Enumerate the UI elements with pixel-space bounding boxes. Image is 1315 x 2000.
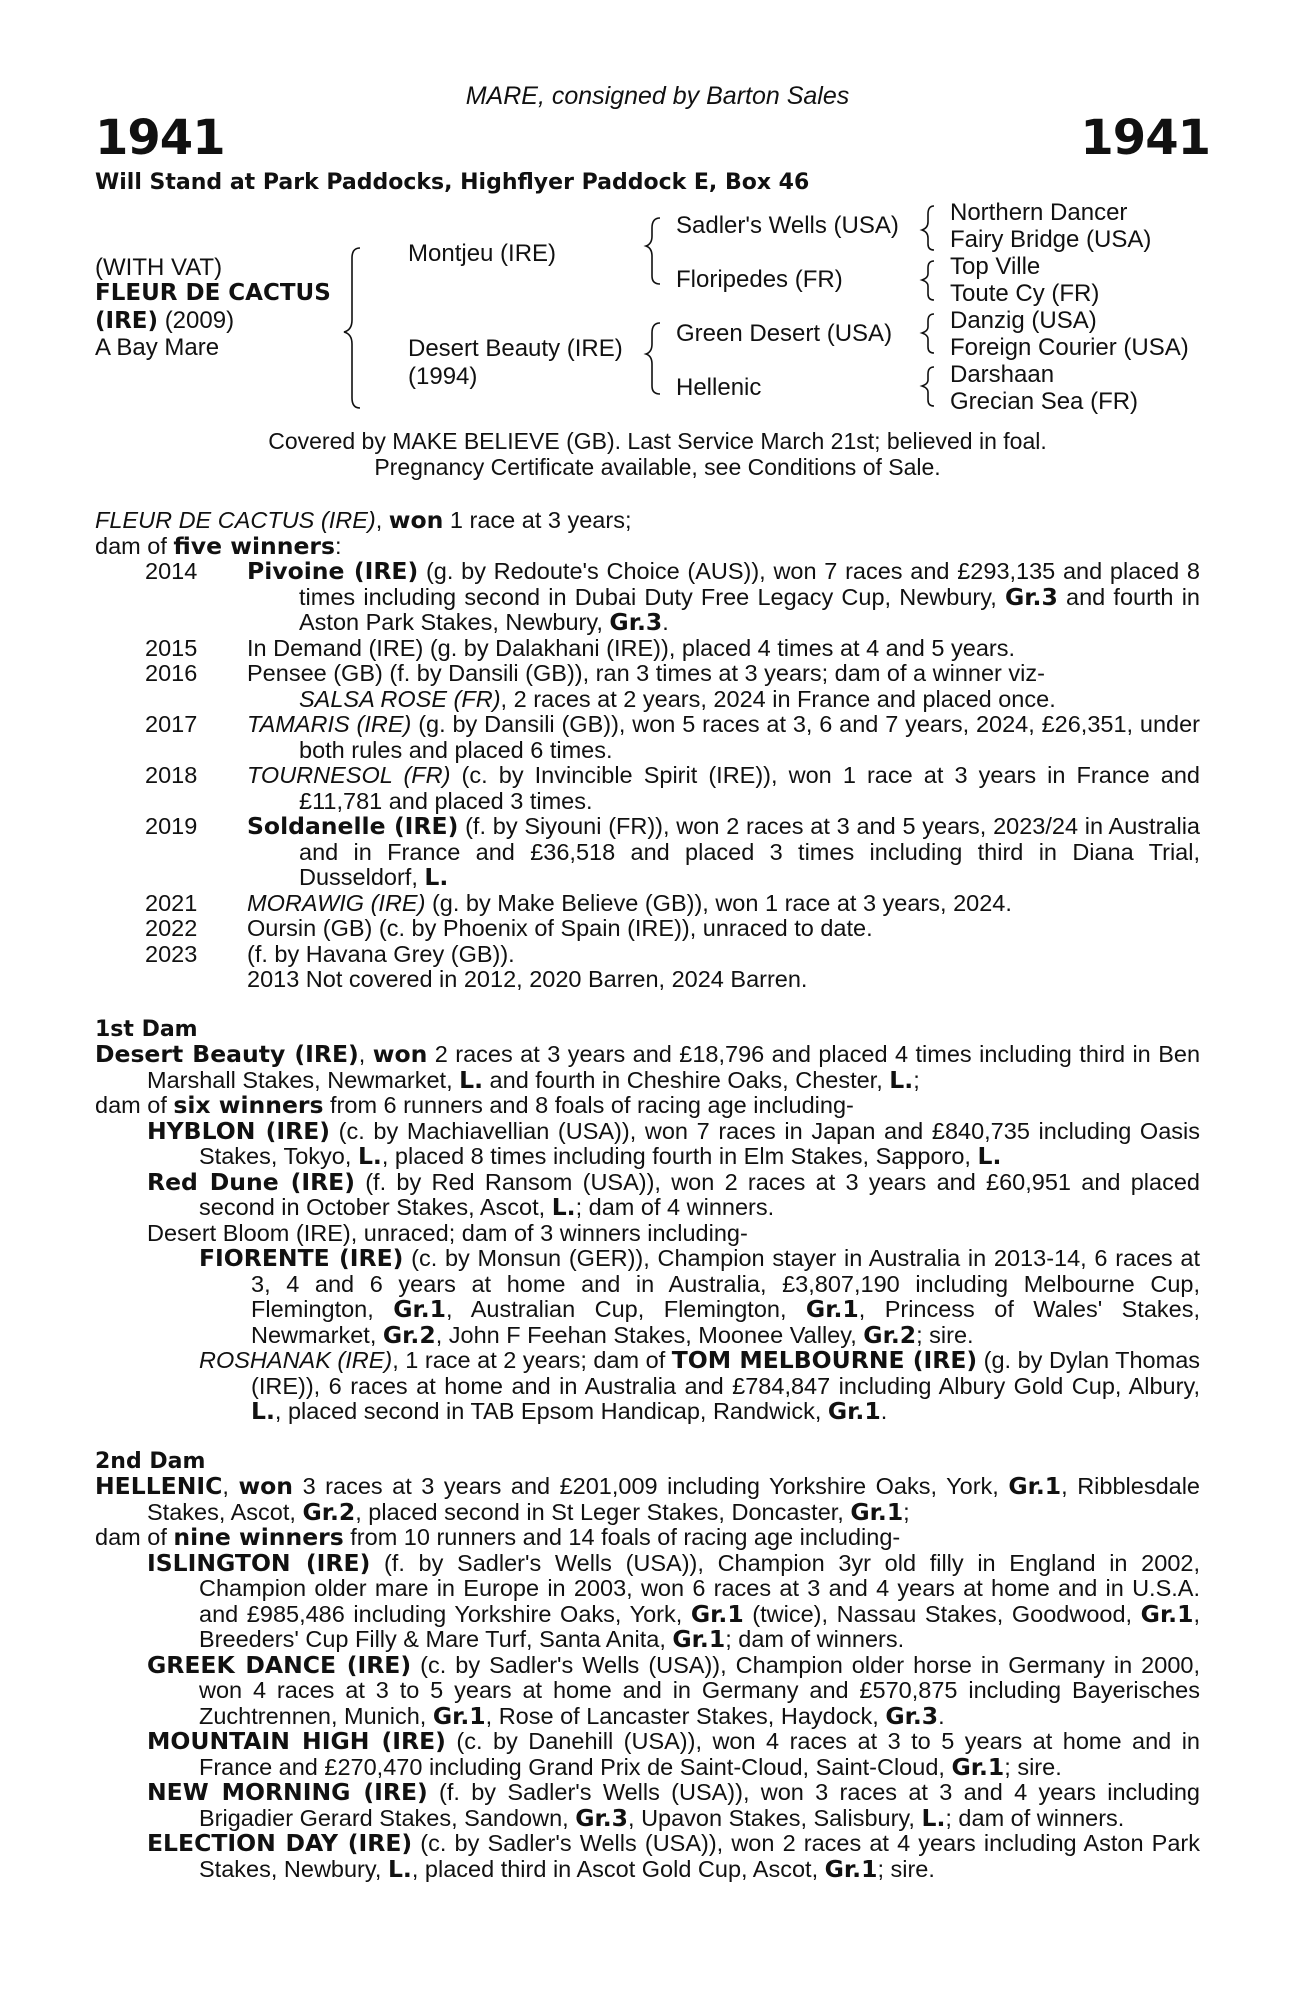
pedigree-sire-sire: Sadler's Wells (USA) <box>676 212 899 239</box>
record-text: ; dam of winners. <box>945 1804 1125 1831</box>
horse-description: A Bay Mare <box>95 334 220 361</box>
record-text: (f. by Red Ransom (USA)), won 2 races at 3 years and £60,951 and placed second in October Stakes, Ascot, <box>199 1168 1200 1220</box>
winners-count: nine winners <box>173 1523 344 1551</box>
progeny-entry <box>247 636 1200 662</box>
progeny-new-morning <box>95 1780 1200 1831</box>
second-dam-record: HELLENIC, won 3 races at 3 years and £201,009 including Yorkshire Oaks, York, Gr.1, Ribblesdale Stakes, Ascot, Gr.2, placed second in St Leger Stakes, Doncaster, Gr.1; <box>95 1472 1200 1526</box>
record-text: , Australian Cup, Flemington, <box>446 1296 806 1322</box>
progeny-year: 2016 <box>145 660 198 686</box>
progeny-row <box>95 636 1200 662</box>
progeny-name: ROSHANAK (IRE) <box>199 1347 393 1373</box>
record-text: ; sire. <box>877 1855 935 1882</box>
grade-label: L. <box>977 1142 1002 1170</box>
dam-of-label: dam of <box>95 1092 174 1118</box>
grade-label: L. <box>459 1065 484 1094</box>
progeny-entry <box>247 559 1200 636</box>
dam-of-label: dam of <box>95 1524 174 1550</box>
progeny-name: ISLINGTON (IRE) <box>147 1548 371 1577</box>
grade-label: Gr.3 <box>1004 582 1058 611</box>
record-text: , Upavon Stakes, Salisbury, <box>628 1804 922 1831</box>
second-dam-dam-of <box>95 1525 1200 1551</box>
progeny-text: Pensee (GB) (f. by Dansili (GB)), ran 3 times at 3 years; dam of a winner viz- <box>247 660 1045 686</box>
progeny-year: 2023 <box>145 940 198 967</box>
grade-label: Gr.1 <box>827 1397 881 1425</box>
record-text: , placed third in Ascot Gold Cup, Ascot, <box>411 1855 825 1882</box>
grade-label: Gr.1 <box>1008 1472 1062 1500</box>
progeny-year: 2015 <box>145 634 198 661</box>
progeny-text: (f. by Havana Grey (GB)). <box>247 940 515 967</box>
progeny-name: TAMARIS (IRE) <box>247 711 412 737</box>
record-text: (c. by Machiavellian (USA)), won 7 races in Japan and £840,735 including Oasis Stakes, Tokyo, <box>199 1117 1200 1169</box>
record-text: 2 races at 3 years and £18,796 and placed 4 times including third in Ben Marshall Stakes, Newmarket, <box>147 1041 1201 1093</box>
mare-record-text: 1 race at 3 years; <box>443 507 632 533</box>
record-text: 3 races at 3 years and £201,009 including Yorkshire Oaks, York, <box>293 1473 1009 1499</box>
grade-label: Gr.3 <box>885 1701 939 1730</box>
progeny-row <box>95 559 1200 636</box>
progeny-text: In Demand (IRE) (g. by Dalakhani (IRE)), placed 4 times at 4 and 5 years. <box>247 634 1015 661</box>
pedigree-gg-5: Danzig (USA) <box>950 307 1097 334</box>
dam-of-label: dam of <box>95 532 174 559</box>
record-text: , Princess of Wales' Stakes, Newmarket, <box>251 1296 1200 1348</box>
progeny-text: Oursin (GB) (c. by Phoenix of Spain (IRE)), unraced to date. <box>247 915 873 941</box>
grade-label: L. <box>889 1065 914 1094</box>
progeny-name: MOUNTAIN HIGH (IRE) <box>147 1727 446 1755</box>
mare-dam-of <box>95 531 1200 560</box>
record-text: ; sire. <box>1004 1753 1062 1780</box>
progeny-fiorente <box>95 1246 1200 1348</box>
progeny-row <box>95 661 1200 712</box>
first-dam-record: Desert Beauty (IRE), won 2 races at 3 years and £18,796 and placed 4 times including third in Ben Marshall Stakes, Newmarket, L. and fourth in Cheshire Oaks, Chester, L.; <box>95 1040 1201 1094</box>
progeny-name: ELECTION DAY (IRE) <box>147 1829 413 1857</box>
progeny-name: NEW MORNING (IRE) <box>147 1778 428 1806</box>
progeny-name: FIORENTE (IRE) <box>199 1244 404 1272</box>
progeny-entry <box>247 661 1200 712</box>
record-text: (g. by Dylan Thomas (IRE)), 6 races at home and in Australia and £784,847 including Albury Gold Cup, Albury, <box>251 1347 1201 1399</box>
record-text: (c. by Monsun (GER)), Champion stayer in Australia in 2013-14, 6 races at 3, 4 and 6 years at home and in Australia, £3,807,190 including Melbourne Cup, Flemington, <box>251 1245 1200 1322</box>
grade-label: Gr.3 <box>609 608 663 636</box>
lot-number-left: 1941 <box>95 110 225 166</box>
record-text: , placed second in TAB Epsom Handicap, Randwick, <box>274 1398 828 1424</box>
grade-label: Gr.1 <box>951 1752 1005 1781</box>
record-text: , Rose of Lancaster Stakes, Haydock, <box>485 1702 886 1729</box>
grade-label: L. <box>921 1803 946 1832</box>
pedigree-dam-year: (1994) <box>408 363 478 390</box>
progeny-text: (c. by Invincible Spirit (IRE)), won 1 race at 3 years in France and £11,781 and placed 3 times. <box>299 762 1200 814</box>
grade-label: Gr.3 <box>575 1803 629 1832</box>
second-dam-name: HELLENIC <box>95 1472 223 1500</box>
grade-label: Gr.1 <box>690 1599 744 1628</box>
progeny-name: TOURNESOL (FR) <box>247 762 451 788</box>
progeny-year: 2019 <box>145 813 198 839</box>
record-text: (f. by Sadler's Wells (USA)), won 3 races at 3 and 4 years including Brigadier Gerard Stakes, Sandown, <box>199 1779 1201 1831</box>
horse-country-year <box>95 307 234 335</box>
progeny-year: 2017 <box>145 711 198 737</box>
pedigree-sire-dam: Floripedes (FR) <box>676 266 843 293</box>
grade-label: L. <box>357 1142 382 1170</box>
grade-label: Gr.1 <box>805 1295 859 1323</box>
progeny-entry <box>247 891 1200 917</box>
pedigree-gg-2: Fairy Bridge (USA) <box>950 226 1152 253</box>
pedigree-sire: Montjeu (IRE) <box>408 240 557 267</box>
mare-name: FLEUR DE CACTUS (IRE) <box>95 507 376 533</box>
progeny-text: and fourth in Aston Park Stakes, Newbury, <box>299 583 1200 635</box>
record-text: , Ribblesdale Stakes, Ascot, <box>147 1473 1200 1525</box>
pedigree-gg-1: Northern Dancer <box>950 199 1128 226</box>
first-dam-name: Desert Beauty (IRE) <box>95 1040 359 1068</box>
record-text: (twice), Nassau Stakes, Goodwood, <box>743 1600 1141 1627</box>
grade-label: Gr.2 <box>863 1320 917 1349</box>
progeny-text: (g. by Redoute's Choice (AUS)), won 7 races and £293,135 and placed 8 times including second in Dubai Duty Free Legacy Cup, Newbury, <box>299 558 1200 610</box>
pedigree-gg-6: Foreign Courier (USA) <box>950 334 1189 361</box>
grade-label: Gr.1 <box>824 1854 878 1883</box>
record-text: from 6 runners and 8 foals of racing age including- <box>323 1092 854 1118</box>
progeny-name: MORAWIG (IRE) <box>247 889 426 916</box>
progeny-row <box>95 712 1200 763</box>
pedigree-dam: Desert Beauty (IRE) <box>408 335 623 362</box>
grade-label: Gr.1 <box>1140 1599 1194 1628</box>
progeny-year: 2014 <box>145 558 198 584</box>
grand-progeny-name: SALSA ROSE (FR) <box>299 685 501 712</box>
progeny-text: (g. by Dansili (GB)), won 5 races at 3, 6 and 7 years, 2024, £26,351, under both rules and placed 6 times. <box>299 711 1200 763</box>
pedigree-gg-7: Darshaan <box>950 361 1055 388</box>
record-text: and fourth in Cheshire Oaks, Chester, <box>483 1066 890 1093</box>
progeny-hyblon <box>95 1116 1200 1170</box>
grade-label: L. <box>424 863 449 891</box>
grade-label: Gr.2 <box>302 1497 356 1526</box>
progeny-row <box>95 942 1200 968</box>
record-text: , John F Feehan Stakes, Moonee Valley, <box>435 1321 864 1348</box>
progeny-text: (f. by Siyouni (FR)), won 2 races at 3 and 5 years, 2023/24 in Australia and in France and £36,518 and placed 3 times including third in Diana Trial, Dusseldorf, <box>299 813 1200 890</box>
mare-won: won <box>388 506 444 534</box>
progeny-text: (g. by Make Believe (GB)), won 1 race at 3 years, 2024. <box>425 889 1012 916</box>
progeny-row <box>95 763 1200 814</box>
record-text: ; dam of 4 winners. <box>575 1194 775 1220</box>
winners-count: five winners <box>173 531 335 560</box>
progeny-row <box>95 814 1200 891</box>
progeny-desert-bloom: Desert Bloom (IRE), unraced; dam of 3 winners including- <box>147 1219 748 1246</box>
lot-number-right: 1941 <box>1080 110 1210 166</box>
grade-label: Gr.1 <box>850 1497 904 1526</box>
stand-location: Will Stand at Park Paddocks, Highflyer Paddock E, Box 46 <box>95 170 810 195</box>
record-text: ; <box>903 1498 910 1525</box>
covered-line-2: Pregnancy Certificate available, see Conditions of Sale. <box>374 454 941 480</box>
pedigree-dam-dam: Hellenic <box>676 374 762 401</box>
covered-note <box>0 428 1315 480</box>
first-dam-dam-of <box>95 1093 1200 1119</box>
progeny-text: , 2 races at 2 years, 2024 in France and placed once. <box>500 685 1056 712</box>
progeny-name: GREEK DANCE (IRE) <box>147 1650 412 1679</box>
progeny-entry <box>247 814 1200 891</box>
mare-record <box>95 508 1200 1882</box>
colon: : <box>334 532 342 559</box>
horse-country: (IRE) <box>95 308 159 334</box>
progeny-entry <box>247 942 1200 968</box>
horse-name: FLEUR DE CACTUS <box>95 280 331 306</box>
covered-line-1: Covered by MAKE BELIEVE (GB). Last Service March 21st; believed in foal. <box>268 428 1047 454</box>
pedigree-dam-sire: Green Desert (USA) <box>676 320 893 347</box>
progeny-election-day <box>95 1831 1200 1882</box>
barren-note-row <box>95 967 1200 993</box>
progeny-name: Red Dune (IRE) <box>147 1167 355 1196</box>
record-text: , placed 8 times including fourth in Elm Stakes, Sapporo, <box>381 1143 978 1169</box>
record-text: (f. by Sadler's Wells (USA)), Champion 3yr old filly in England in 2002, Champion older mare in Europe in 2003, won 6 races at 3 and 4 years at home and in U.S.A. and £985,486 including Yorkshire Oaks, York, <box>199 1549 1200 1627</box>
record-text: ; sire. <box>916 1321 974 1348</box>
record-text: (c. by Sadler's Wells (USA)), won 2 races at 4 years including Aston Park Stakes, Newbury, <box>199 1830 1200 1882</box>
winners-count: six winners <box>173 1091 324 1119</box>
won-label: won <box>238 1472 294 1500</box>
progeny-greek-dance <box>95 1650 1200 1730</box>
progeny-year: 2021 <box>145 889 198 916</box>
progeny-name: TOM MELBOURNE (IRE) <box>671 1346 978 1374</box>
progeny-red-dune <box>95 1167 1200 1221</box>
pedigree-gg-3: Top Ville <box>950 253 1041 280</box>
record-text: ; dam of winners. <box>725 1626 905 1652</box>
grade-label: L. <box>551 1193 576 1221</box>
progeny-islington <box>95 1548 1200 1653</box>
record-text: , 1 race at 2 years; dam of <box>392 1347 672 1373</box>
progeny-mountain-high <box>95 1729 1200 1780</box>
won-label: won <box>372 1040 428 1068</box>
record-text: . <box>880 1398 888 1424</box>
progeny-text: . <box>662 609 669 635</box>
record-text: (c. by Sadler's Wells (USA)), Champion older horse in Germany in 2000, won 4 races at 3 to 5 years at home and in Germany and £570,875 including Bayerisches Zuchtrennen, Munich, <box>199 1651 1200 1729</box>
progeny-year: 2018 <box>145 762 198 788</box>
pedigree-gg-4: Toute Cy (FR) <box>950 280 1100 307</box>
progeny-entry <box>247 763 1200 814</box>
horse-year: (2009) <box>164 307 235 334</box>
grade-label: L. <box>251 1397 275 1425</box>
grade-label: L. <box>387 1854 412 1883</box>
record-text: (c. by Danehill (USA)), won 4 races at 3 to 5 years at home and in France and £270,470 including Grand Prix de Saint-Cloud, Saint-Cloud, <box>199 1728 1200 1780</box>
record-text: from 10 runners and 14 foals of racing age including- <box>343 1524 901 1550</box>
progeny-entry <box>247 916 1200 942</box>
grade-label: Gr.2 <box>382 1320 436 1349</box>
second-dam-heading: 2nd Dam <box>95 1448 206 1474</box>
progeny-entry <box>247 712 1200 763</box>
vat-label: (WITH VAT) <box>95 254 223 281</box>
progeny-roshanak <box>95 1348 1200 1425</box>
barren-note: 2013 Not covered in 2012, 2020 Barren, 2024 Barren. <box>247 966 808 992</box>
record-text: , Breeders' Cup Filly & Mare Turf, Santa Anita, <box>199 1600 1200 1652</box>
progeny-row <box>95 916 1200 942</box>
progeny-name: HYBLON (IRE) <box>147 1116 331 1145</box>
mare-race-record: FLEUR DE CACTUS (IRE), won 1 race at 3 years; <box>95 506 632 534</box>
first-dam-heading: 1st Dam <box>95 1016 198 1042</box>
pedigree-gg-8: Grecian Sea (FR) <box>950 388 1139 415</box>
progeny-name: Pivoine (IRE) <box>247 557 419 585</box>
progeny-name: Soldanelle (IRE) <box>247 812 459 840</box>
grade-label: Gr.1 <box>672 1625 726 1653</box>
grade-label: Gr.1 <box>432 1701 486 1730</box>
progeny-year: 2022 <box>145 915 198 941</box>
grade-label: Gr.1 <box>393 1295 447 1323</box>
record-text: . <box>938 1702 945 1729</box>
record-text: ; <box>913 1066 920 1093</box>
record-text: , placed second in St Leger Stakes, Doncaster, <box>355 1498 851 1525</box>
progeny-row <box>95 891 1200 917</box>
consignment-line: MARE, consigned by Barton Sales <box>465 82 850 110</box>
